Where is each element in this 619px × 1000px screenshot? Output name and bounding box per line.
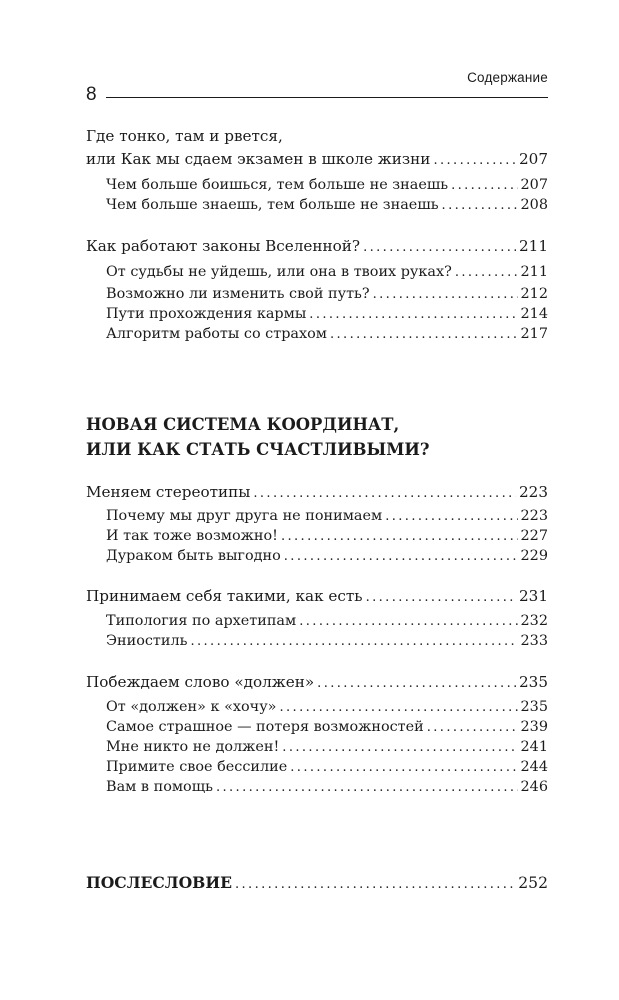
toc-subentry-label: Типология по архетипам: [106, 613, 297, 629]
toc-entry-page: 223: [519, 483, 548, 501]
toc-entry-label: Меняем стереотипы: [86, 483, 251, 501]
toc-subentry[interactable]: [106, 546, 548, 567]
dot-leader: [317, 674, 516, 694]
toc-subentry-page: 223: [520, 508, 548, 524]
toc-subentry-page: 208: [520, 197, 548, 213]
toc-entry-label: Принимаем себя такими, как есть: [86, 587, 363, 605]
dot-leader: [455, 263, 518, 283]
toc-subentry[interactable]: [106, 697, 548, 718]
toc-subentry[interactable]: [106, 777, 548, 798]
toc-entry[interactable]: [86, 236, 548, 258]
dot-leader: [309, 305, 517, 325]
dot-leader: [279, 698, 517, 718]
toc-subentry-label: Примите свое бессилие: [106, 759, 288, 775]
dot-leader: [433, 151, 516, 171]
toc-subentry[interactable]: [106, 611, 548, 632]
toc-subentry[interactable]: [106, 631, 548, 652]
toc-entry[interactable]: [86, 149, 548, 171]
toc-subentry-label: Чем больше знаешь, тем больше не знаешь: [106, 197, 439, 213]
toc-subentry-page: 233: [520, 633, 548, 649]
toc-entry[interactable]: [86, 672, 548, 694]
toc-subentry-page: 239: [520, 719, 548, 735]
dot-leader: [290, 758, 517, 778]
toc-subentry-page: 217: [520, 326, 548, 342]
toc-subentry[interactable]: [106, 262, 548, 283]
part-title-line2: ИЛИ КАК СТАТЬ СЧАСТЛИВЫМИ?: [86, 440, 430, 459]
toc-subentry-label: Самое страшное — потеря возможностей: [106, 719, 424, 735]
running-header: [86, 70, 548, 110]
dot-leader: [299, 612, 517, 632]
toc-subentry-label: Алгоритм работы со страхом: [106, 326, 327, 342]
toc-entry-label: Побеждаем слово «должен»: [86, 673, 315, 691]
toc-subentry-page: 235: [520, 699, 548, 715]
toc-entry[interactable]: [86, 586, 548, 608]
dot-leader: [442, 196, 518, 216]
toc-entry-page: 231: [519, 587, 548, 605]
running-title: Содержание: [467, 70, 548, 85]
toc-subentry-page: 211: [520, 264, 548, 280]
dot-leader: [235, 875, 515, 895]
toc-subentry-page: 232: [520, 613, 548, 629]
dot-leader: [330, 325, 518, 345]
dot-leader: [284, 547, 518, 567]
toc-subentry-page: 227: [520, 528, 548, 544]
toc-entry-page: 235: [519, 673, 548, 691]
toc-subentry-page: 207: [520, 177, 548, 193]
dot-leader: [281, 527, 518, 547]
toc-subentry-page: 212: [520, 286, 548, 302]
page-number: 8: [86, 84, 97, 105]
toc-subentry[interactable]: [106, 284, 548, 305]
part-title-line1: НОВАЯ СИСТЕМА КООРДИНАТ,: [86, 415, 400, 434]
toc-subentry-label: Вам в помощь: [106, 779, 213, 795]
toc-subentry[interactable]: [106, 324, 548, 345]
toc-subentry-label: Почему мы друг друга не понимаем: [106, 508, 383, 524]
toc-subentry-label: От судьбы не уйдешь, или она в твоих руках?: [106, 264, 452, 280]
dot-leader: [451, 176, 517, 196]
toc-heading-line: Где тонко, там и рвется,: [86, 127, 283, 145]
toc-subentry[interactable]: [106, 506, 548, 527]
toc-subentry-label: От «должен» к «хочу»: [106, 699, 277, 715]
toc-subentry-page: 244: [520, 759, 548, 775]
dot-leader: [427, 718, 518, 738]
toc-subentry[interactable]: [106, 717, 548, 738]
toc-subentry-label: Мне никто не должен!: [106, 739, 280, 755]
dot-leader: [190, 632, 517, 652]
dot-leader: [366, 588, 516, 608]
toc-subentry-page: 229: [520, 548, 548, 564]
toc-entry-label: или Как мы сдаем экзамен в школе жизни: [86, 150, 431, 168]
dot-leader: [373, 285, 518, 305]
dot-leader: [385, 507, 517, 527]
toc-subentry[interactable]: [106, 195, 548, 216]
toc-subentry-label: Чем больше боишься, тем больше не знаешь: [106, 177, 449, 193]
toc-entry[interactable]: [86, 482, 548, 504]
toc-entry-page: 252: [518, 874, 548, 892]
toc-subentry[interactable]: [106, 304, 548, 325]
toc-subentry[interactable]: [106, 175, 548, 196]
toc-entry-afterword[interactable]: [86, 873, 548, 895]
toc-subentry-label: Возможно ли изменить свой путь?: [106, 286, 370, 302]
toc-entry-page: 207: [519, 150, 548, 168]
toc-subentry-page: 214: [520, 306, 548, 322]
toc-subentry-label: Эниостиль: [106, 633, 188, 649]
toc-subentry[interactable]: [106, 526, 548, 547]
toc-subentry-label: И так тоже возможно!: [106, 528, 278, 544]
toc-subentry[interactable]: [106, 737, 548, 758]
toc-subentry[interactable]: [106, 757, 548, 778]
toc-subentry-label: Пути прохождения кармы: [106, 306, 307, 322]
dot-leader: [253, 484, 516, 504]
toc-subentry-label: Дураком быть выгодно: [106, 548, 281, 564]
header-rule: [106, 97, 548, 98]
dot-leader: [282, 738, 517, 758]
toc-entry-label: ПОСЛЕСЛОВИЕ: [86, 873, 232, 892]
toc-subentry-page: 246: [520, 779, 548, 795]
toc-subentry-page: 241: [520, 739, 548, 755]
toc-entry-page: 211: [519, 237, 548, 255]
dot-leader: [363, 238, 516, 258]
toc-entry-label: Как работают законы Вселенной?: [86, 237, 361, 255]
dot-leader: [216, 778, 518, 798]
